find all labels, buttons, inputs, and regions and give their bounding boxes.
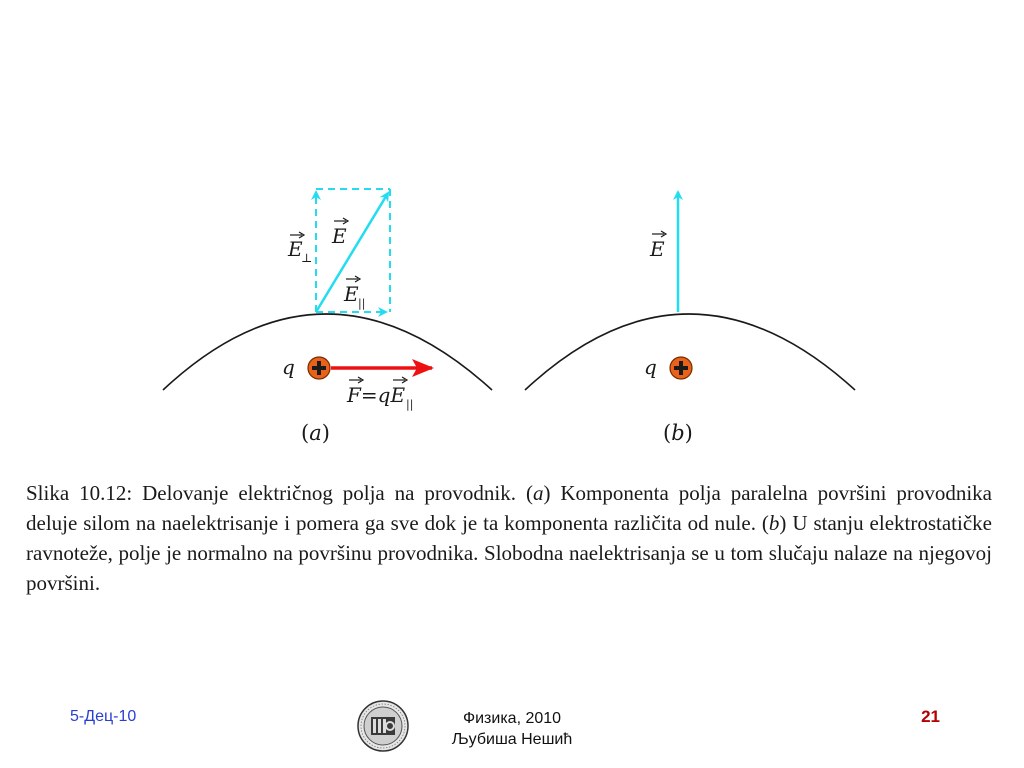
svg-text:E: E (288, 237, 303, 261)
svg-text:⊥: ⊥ (301, 251, 313, 265)
svg-text:F=qE: F=qE (347, 383, 406, 407)
svg-text:E: E (332, 224, 347, 248)
figure-caption: Slika 10.12: Delovanje električnog polja na provodnik. (a) Komponenta polja paralelna površini provodnika deluje silom na naelektrisanje i pomera ga sve dok je ta komponenta različita od nule. (b) U stanju elektrostatičke ravnoteže, polje je normalno na površinu provodnika. Slobodna naelektrisanja se u tom slučaju nalaze na njegovoj površini. (26, 481, 992, 595)
charge-label-b: q (644, 355, 657, 379)
svg-text:||: || (358, 297, 366, 310)
label-e-parallel (343, 276, 365, 311)
university-seal-logo (357, 700, 409, 752)
conductor-surface-b (525, 314, 855, 390)
panel-a (163, 189, 492, 445)
svg-text:E: E (650, 237, 665, 261)
positive-charge-b (670, 357, 692, 379)
page-number: 21 (921, 707, 940, 726)
svg-text:E: E (344, 282, 359, 306)
footer-course-author (412, 708, 612, 750)
charge-label-a: q (282, 355, 295, 379)
conductor-surface-a (163, 314, 492, 390)
label-e-normal (649, 231, 666, 261)
label-e-total (331, 218, 348, 248)
panel-b-label: (b) (663, 421, 693, 445)
panel-a-label: (a) (301, 421, 330, 445)
footer-course: Физика, 2010 (462, 710, 562, 727)
label-e-perp (287, 232, 312, 265)
svg-text:||: || (406, 398, 414, 411)
footer-author: Љубиша Нешић (451, 731, 573, 748)
panel-b (525, 192, 855, 445)
label-force (346, 377, 413, 412)
positive-charge-a (308, 357, 330, 379)
footer-date: 5-Дец-10 (70, 708, 137, 725)
